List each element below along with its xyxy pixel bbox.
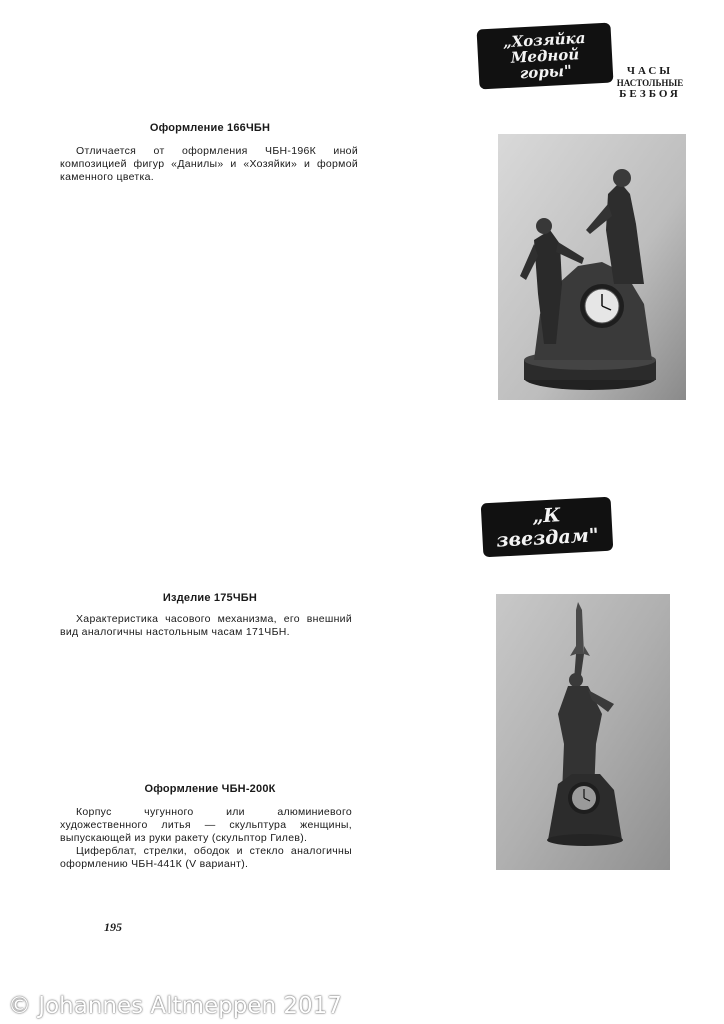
section-3-heading: Оформление ЧБН-200К (144, 783, 276, 795)
section-3-paragraph-1: Корпус чугунного или алюминиевого художественного литья — скульптура женщины, выпускающей из руки ракету (скульптор Гилев). (60, 806, 352, 844)
section-2-body (60, 613, 352, 639)
logo-khozyaika (477, 23, 614, 90)
section-1-paragraph: Отличается от оформления ЧБН-196К иной композицией фигур «Данилы» и «Хозяйки» и формой каменного цветка. (60, 145, 358, 183)
side-label (614, 66, 686, 101)
khozyaika-clock-illustration (498, 134, 686, 400)
photo-khozyaika-clock (498, 134, 686, 400)
side-label-line-3: БЕЗБОЯ (619, 88, 681, 100)
logo-line-1: „Хозяйка (502, 28, 586, 52)
side-label-line-2: НАСТОЛЬНЫЕ (616, 77, 684, 88)
section-3-paragraph-2: Циферблат, стрелки, ободок и стекло аналогичны оформлению ЧБН-441К (V вариант). (60, 845, 352, 870)
logo-k-zvezdam: „К звездам" (481, 497, 614, 558)
k-zvezdam-clock-illustration (496, 594, 670, 870)
page-number: 195 (104, 920, 122, 934)
logo-line-3: горы" (519, 61, 573, 83)
section-2-paragraph: Характеристика часового механизма, его внешний вид аналогичны настольным часам 171ЧБН. (60, 613, 352, 638)
section-1-body (60, 145, 358, 184)
section-1-heading: Оформление 166ЧБН (149, 122, 271, 134)
photo-k-zvezdam-clock (496, 594, 670, 870)
logo-line-2: Медной (510, 45, 580, 67)
side-label-line-1: ЧАСЫ (626, 65, 674, 77)
section-3-body (60, 806, 352, 871)
watermark: © Johannes Altmeppen 2017 (8, 993, 342, 1019)
section-2-heading: Изделие 175ЧБН (162, 592, 258, 604)
